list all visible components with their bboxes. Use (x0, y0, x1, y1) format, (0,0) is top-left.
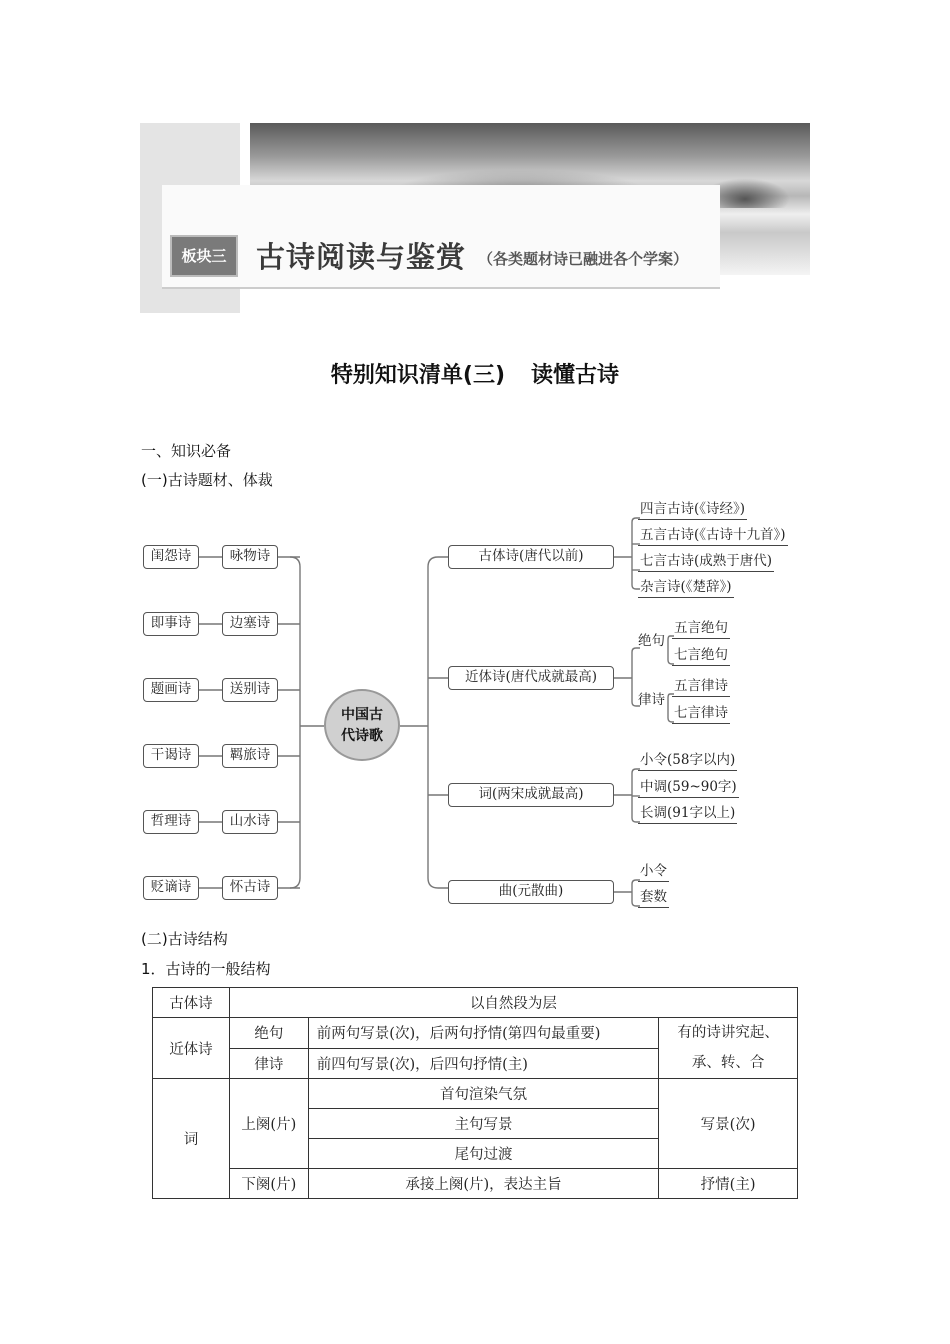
cell-jintishi: 近体诗 (153, 1018, 230, 1079)
section-heading: 一、知识必备 (141, 442, 232, 460)
leaf-wuyan-gushi: 五言古诗(《古诗十九首》) (638, 526, 788, 546)
leaf-qiyan-jueju: 七言绝句 (672, 646, 730, 666)
genre-box-biansai: 边塞诗 (222, 612, 278, 636)
group-jueju: 绝句 (638, 633, 665, 649)
genre-box-zheli: 哲理诗 (143, 810, 199, 834)
genre-box-guiyuan: 闺怨诗 (143, 545, 199, 569)
page-title-part1: 特别知识清单(三) (330, 363, 506, 388)
leaf-zhongdiao: 中调(59~90字) (638, 778, 739, 798)
leaf-siyan: 四言古诗(《诗经》) (638, 500, 747, 520)
subsection-heading-structure: (二)古诗结构 (141, 930, 228, 948)
page-title-part2: 读懂古诗 (531, 363, 620, 388)
cell-xiaque: 下阕(片) (229, 1169, 308, 1199)
cell-xia-desc: 承接上阕(片)，表达主旨 (308, 1169, 658, 1199)
banner-tag: 板块三 (170, 235, 238, 277)
cell-ci: 词 (153, 1079, 230, 1199)
center-line-2: 代诗歌 (341, 728, 383, 744)
cell-jueju-desc: 前两句写景(次)，后两句抒情(第四句最重要) (308, 1018, 658, 1049)
banner-subtitle: （各类题材诗已融进各个学案） (478, 250, 689, 268)
branch-guti: 古体诗(唐代以前) (448, 545, 614, 569)
branch-jinti: 近体诗(唐代成就最高) (448, 666, 614, 690)
cell-gutishi-desc: 以自然段为层 (229, 988, 797, 1018)
genre-box-huaigu: 怀古诗 (222, 876, 278, 900)
note-line-1: 有的诗讲究起、 (677, 1025, 779, 1041)
leaf-changdiao: 长调(91字以上) (638, 804, 737, 824)
table-row (153, 1018, 798, 1049)
leaf-xiaoling-qu: 小令 (638, 862, 669, 882)
banner-title: 古诗阅读与鉴赏 (256, 240, 467, 274)
table-row (153, 1079, 798, 1109)
table-row (153, 988, 798, 1018)
subsection-heading-genres: (一)古诗题材、体裁 (141, 471, 273, 489)
cell-shangque: 上阕(片) (229, 1079, 308, 1169)
leaf-wuyan-lushi: 五言律诗 (672, 677, 730, 697)
branch-ci: 词(两宋成就最高) (448, 783, 614, 807)
leaf-wuyan-jueju: 五言绝句 (672, 619, 730, 639)
group-lushi: 律诗 (638, 692, 665, 708)
leaf-qiyan-gushi: 七言古诗(成熟于唐代) (638, 552, 774, 572)
genre-box-shanshui: 山水诗 (222, 810, 278, 834)
cell-jintishi-note (659, 1018, 798, 1079)
leaf-xiaoling-ci: 小令(58字以内) (638, 751, 737, 771)
cell-shang-row1: 首句渲染气氛 (308, 1079, 658, 1109)
cell-lushi: 律诗 (229, 1048, 308, 1079)
genre-box-jilv: 羁旅诗 (222, 744, 278, 768)
table-row (153, 1169, 798, 1199)
center-line-1: 中国古 (341, 707, 383, 723)
leaf-zayan: 杂言诗(《楚辞》) (638, 578, 734, 598)
genre-box-ganye: 干谒诗 (143, 744, 199, 768)
genre-box-bianzhe: 贬谪诗 (143, 876, 199, 900)
cell-jueju: 绝句 (229, 1018, 308, 1049)
genre-box-jishi: 即事诗 (143, 612, 199, 636)
item-heading-general-structure: 1．古诗的一般结构 (141, 960, 271, 978)
leaf-taoshu: 套数 (638, 888, 669, 908)
leaf-qiyan-lushi: 七言律诗 (672, 704, 730, 724)
cell-shang-row3: 尾句过渡 (308, 1139, 658, 1169)
mindmap-center-node (324, 689, 400, 761)
cell-gutishi: 古体诗 (153, 988, 230, 1018)
genre-box-songbie: 送别诗 (222, 678, 278, 702)
genre-box-yongwu: 咏物诗 (222, 545, 278, 569)
cell-shang-row2: 主句写景 (308, 1109, 658, 1139)
structure-table (152, 987, 798, 1199)
cell-xia-note: 抒情(主) (659, 1169, 798, 1199)
genre-box-tihua: 题画诗 (143, 678, 199, 702)
note-line-2: 承、转、合 (691, 1055, 765, 1071)
cell-shang-note: 写景(次) (659, 1079, 798, 1169)
cell-lushi-desc: 前四句写景(次)，后四句抒情(主) (308, 1048, 658, 1079)
branch-qu: 曲(元散曲) (448, 880, 614, 904)
